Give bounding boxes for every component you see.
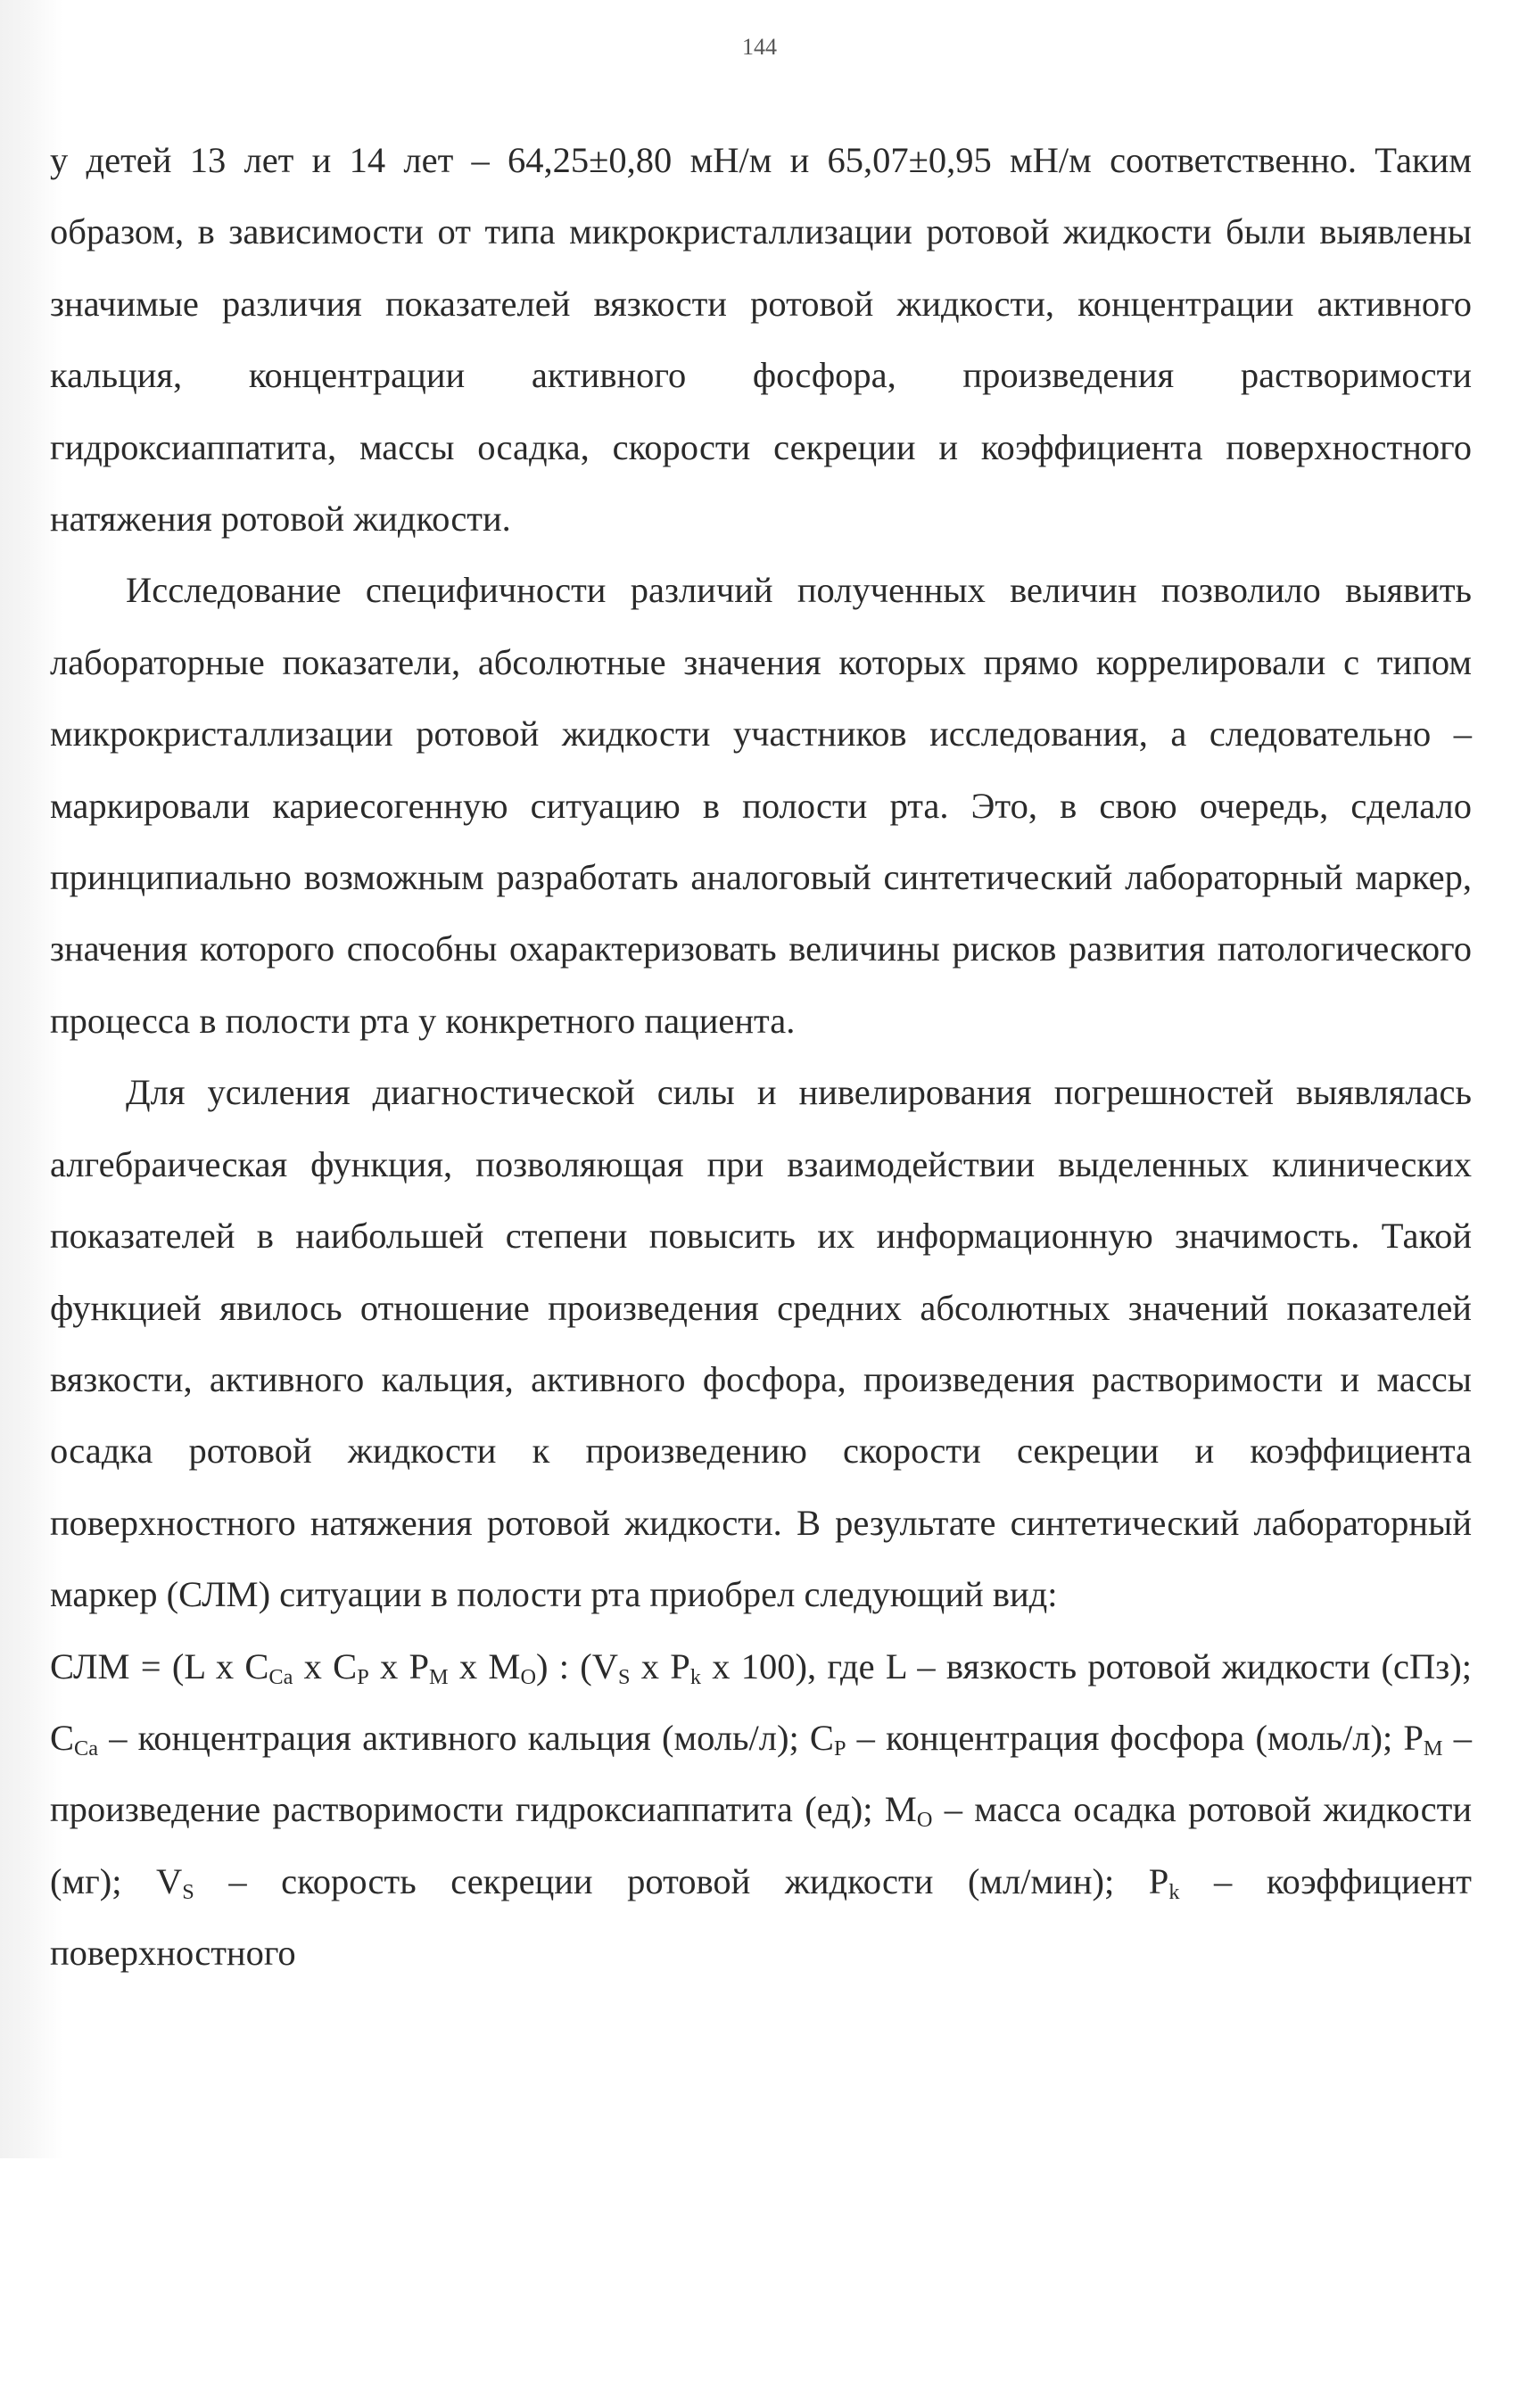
formula-subscript: O	[916, 1808, 933, 1833]
formula-text: x 100), где L – вязкость ротовой жидкости (сПз); C	[50, 1645, 1472, 1758]
paragraph-3: Для усиления диагностической силы и нивелирования погрешностей выявлялась алгебраическая функция, позволяющая при взаимодействии выделенных клинических показателей в наибольшей степени повысить их информационную значимость. Такой функцией явилось отношение произведения средних абсолютных значений показателей вязкости, активного кальция, активного фосфора, произведения растворимости и массы осадка ротовой жидкости к произведению скорости секреции и коэффициента поверхностного натяжения ротовой жидкости. В результате синтетический лабораторный маркер (СЛМ) ситуации в полости рта приобрел следующий вид:	[50, 1072, 1472, 1615]
formula-text: – произведение растворимости гидроксиаппатита (ед); M	[50, 1717, 1472, 1830]
formula-subscript: O	[520, 1664, 536, 1689]
formula-subscript: Ca	[74, 1736, 99, 1761]
formula-text: x M	[448, 1645, 521, 1686]
paragraph-2: Исследование специфичности различий полученных величин позволило выявить лабораторные показатели, абсолютные значения которых прямо коррелировали с типом микрокристаллизации ротовой жидкости участников исследования, а следовательно – маркировали кариесогенную ситуацию в полости рта. Это, в свою очередь, сделало принципиально возможным разработать аналоговый синтетический лабораторный маркер, значения которого способны охарактеризовать величины рисков развития патологического процесса в полости рта у конкретного пациента.	[50, 570, 1472, 1041]
formula-subscript: M	[429, 1664, 449, 1689]
formula-text: СЛМ = (L x C	[50, 1645, 269, 1686]
formula-text: – коэффициент поверхностного	[50, 1860, 1472, 1974]
formula-text: – концентрация активного кальция (моль/л); C	[98, 1717, 834, 1758]
formula-text: ) : (V	[535, 1645, 618, 1686]
formula-subscript: S	[618, 1664, 631, 1689]
document-body	[50, 125, 1472, 1990]
formula-subscript: S	[182, 1879, 194, 1904]
formula-subscript: k	[689, 1664, 701, 1689]
formula-subscript: k	[1168, 1879, 1180, 1904]
formula-subscript: Ca	[268, 1664, 293, 1689]
formula-text: x P	[630, 1645, 690, 1686]
formula-text: – масса осадка ротовой жидкости (мг); V	[50, 1789, 1472, 1901]
paragraph-1: у детей 13 лет и 14 лет – 64,25±0,80 мН/м и 65,07±0,95 мН/м соответственно. Таким образом, в зависимости от типа микрокристаллизации ротовой жидкости были выявлены значимые различия показателей вязкости ротовой жидкости, концентрации активного кальция, концентрации активного фосфора, произведения растворимости гидроксиаппатита, массы осадка, скорости секреции и коэффициента поверхностного натяжения ротовой жидкости.	[50, 140, 1472, 540]
formula-text: – скорость секреции ротовой жидкости (мл/мин); P	[194, 1860, 1169, 1901]
formula-text: x C	[293, 1645, 358, 1686]
formula-text: – концентрация фосфора (моль/л); P	[846, 1717, 1424, 1758]
formula-text: x P	[368, 1645, 430, 1686]
formula-subscript: P	[833, 1736, 846, 1761]
formula-paragraph	[50, 1631, 1472, 1990]
formula-subscript: P	[357, 1664, 369, 1689]
formula-subscript: M	[1423, 1736, 1443, 1761]
page-number: 144	[742, 34, 777, 60]
